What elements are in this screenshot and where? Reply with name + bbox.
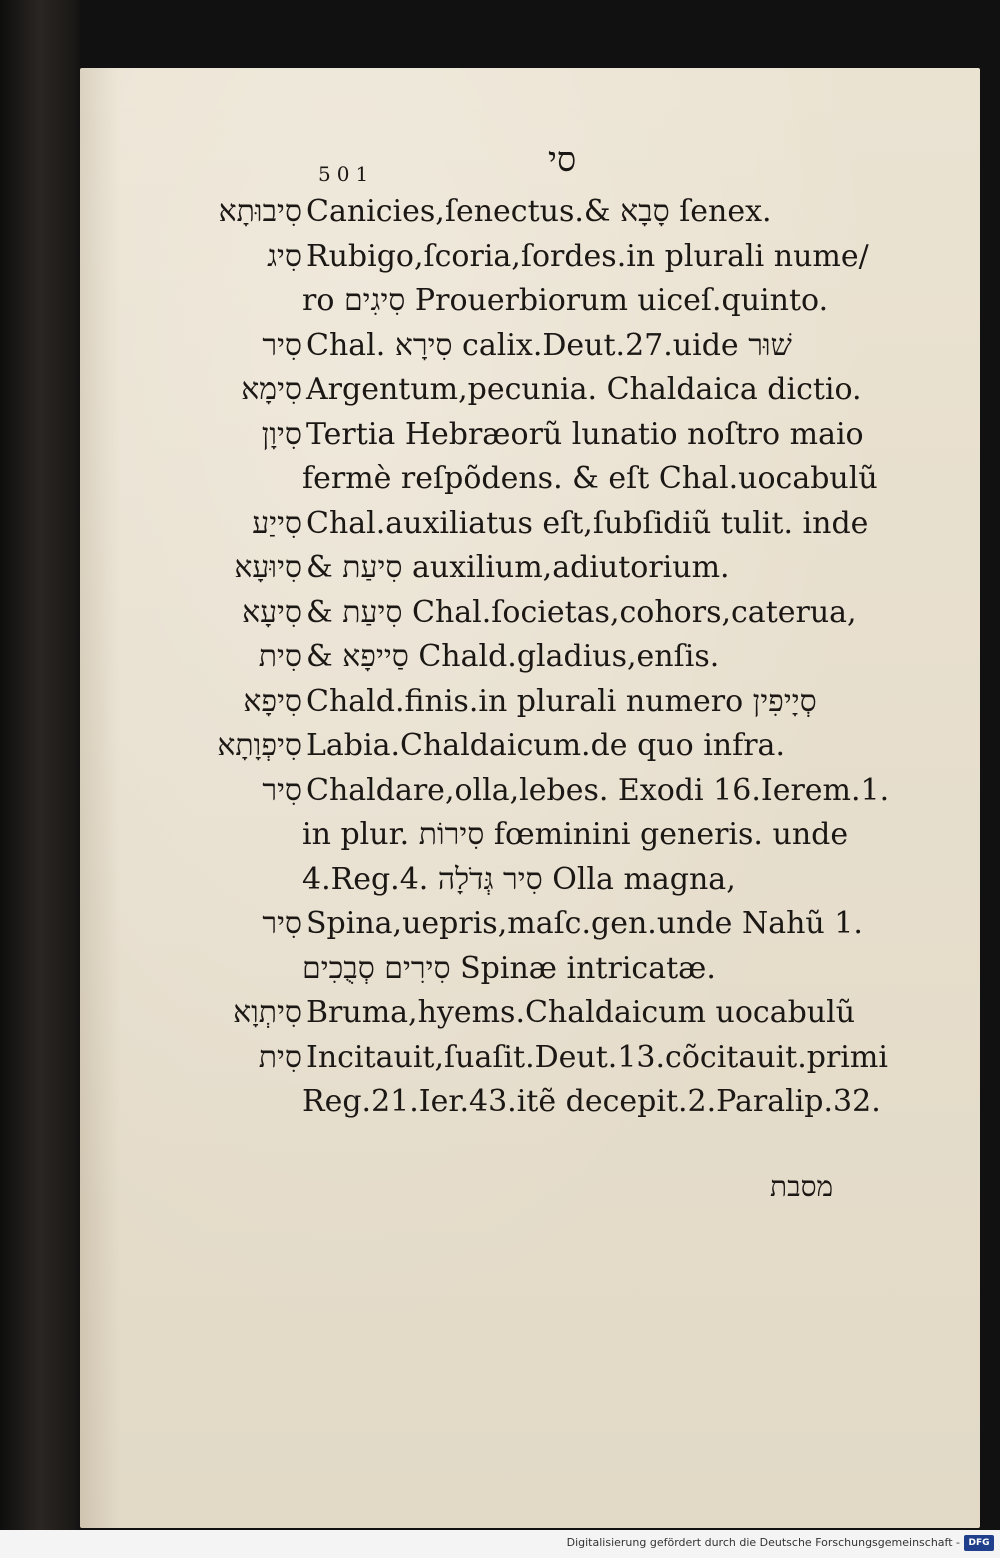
dfg-logo: DFG (964, 1535, 994, 1551)
footer-bar (0, 1530, 1000, 1558)
headword: סִיר (262, 327, 302, 363)
folio-number: 501 (318, 162, 375, 186)
dictionary-line (170, 680, 915, 725)
entry-text: Rubigo,ſcoria,ſordes.in plurali nume/ (306, 238, 869, 274)
entry-text: & סַייפָא Chald.gladius,enſis. (306, 639, 720, 674)
entry-text: סִירִים סְבֻכִים Spinæ intricatæ. (302, 950, 716, 986)
entry-text: & סִיעַת auxilium,adiutorium. (306, 550, 730, 585)
dictionary-line (170, 324, 915, 369)
funding-credit: Digitalisierung gefördert durch die Deutsche Forschungsgemeinschaft - (566, 1536, 960, 1549)
entry-text: Incitauit,ſuaſit.Deut.13.cõcitauit.primi (306, 1039, 888, 1075)
entry-text: Labia.Chaldaicum.de quo infra. (306, 728, 785, 763)
entry-text: Bruma,hyems.Chaldaicum uocabulũ (306, 995, 856, 1030)
dictionary-line (170, 368, 915, 413)
headword: סִיפְוָתָא (217, 728, 302, 763)
dictionary-line (170, 724, 915, 769)
dictionary-line (170, 947, 915, 992)
dictionary-line (170, 635, 915, 680)
entry-text: ro סִיגִים Prouerbiorum uiceſ.quinto. (302, 283, 829, 318)
headword: סִייַע (252, 505, 302, 541)
entry-text: & סִיעַת Chal.ſocietas,cohors,caterua, (306, 594, 857, 630)
dictionary-line (170, 546, 915, 591)
entry-text: Chal. סִירָא calix.Deut.27.uide שׁוּר (306, 327, 792, 363)
entry-text: Spina,uepris,maſc.gen.unde Nahũ 1. (306, 906, 863, 941)
dictionary-line (170, 413, 915, 458)
catchword: מסבת (770, 1170, 834, 1203)
headword: סִיתְוָא (233, 995, 302, 1030)
dictionary-line (170, 991, 915, 1036)
entry-text: 4.Reg.4. סִיר גְּדֹלָה Olla magna, (302, 861, 736, 897)
headword: סִיר (262, 772, 302, 808)
entry-text: Argentum,pecunia. Chaldaica dictio. (306, 372, 862, 407)
dictionary-line (170, 235, 915, 280)
dictionary-line (170, 279, 915, 324)
entry-text: Chaldare,olla,lebes. Exodi 16.Ierem.1. (306, 772, 890, 808)
dictionary-line (170, 1080, 915, 1125)
dictionary-line (170, 1036, 915, 1081)
entry-text: Chald.finis.in plurali numero סְיָיפִין (306, 683, 817, 719)
dictionary-line (170, 858, 915, 903)
headword: סִיג (267, 238, 302, 274)
headword: סִיוּעָא (234, 550, 302, 585)
dictionary-line (170, 591, 915, 636)
headword: סִיפָא (243, 683, 302, 719)
headword: סִית (258, 639, 302, 674)
dictionary-line (170, 769, 915, 814)
entry-text: Reg.21.Ier.43.itẽ decepit.2.Paralip.32. (302, 1084, 881, 1119)
headword: סִיוָן (261, 416, 302, 452)
dictionary-line (170, 502, 915, 547)
headword: סִית (258, 1039, 302, 1075)
entry-text: in plur. סִירוֹת fœminini generis. unde (302, 817, 849, 852)
dictionary-text (170, 190, 915, 1125)
entry-text: Tertia Hebræorũ lunatio noſtro maio (306, 416, 864, 452)
page-header (318, 140, 618, 190)
entry-text: Chal.auxiliatus eſt,ſubſidiũ tulit. inde (306, 505, 869, 541)
headword: סִימָא (241, 372, 302, 407)
dictionary-line (170, 902, 915, 947)
headword: סִיבוּתָא (218, 194, 302, 229)
headword: סִיעָא (242, 594, 302, 630)
dictionary-line (170, 813, 915, 858)
running-head: סי (548, 140, 577, 180)
entry-text: fermè reſpõdens. & eſt Chal.uocabulũ (302, 461, 878, 496)
dictionary-line (170, 190, 915, 235)
entry-text: Canicies,ſenectus.& סָבָא ſenex. (306, 194, 772, 229)
dictionary-line (170, 457, 915, 502)
headword: סִיר (262, 906, 302, 941)
